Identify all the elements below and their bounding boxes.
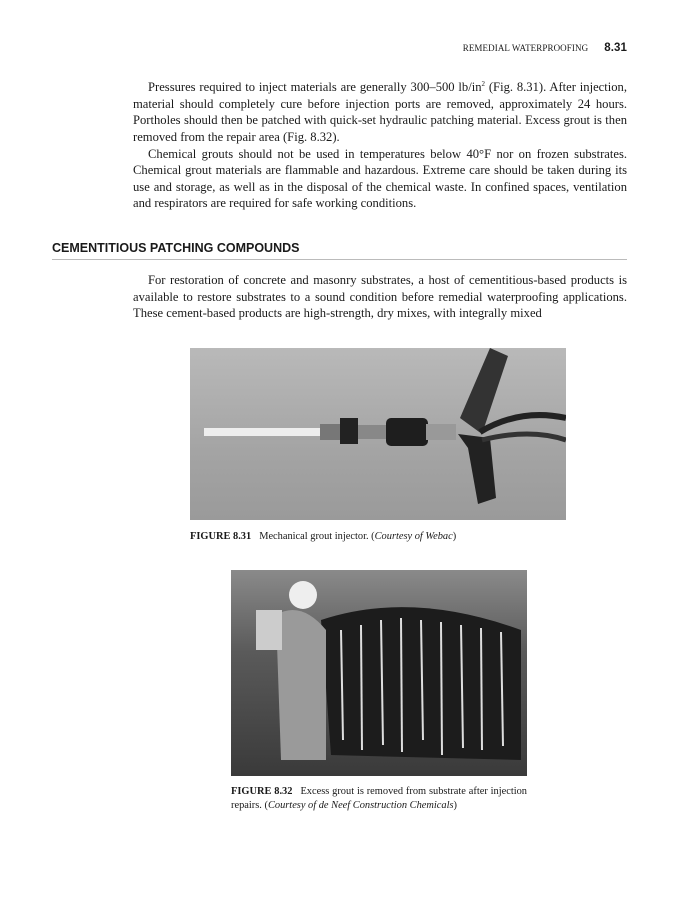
body-text-top xyxy=(133,76,627,212)
paragraph: For restoration of concrete and masonry substrates, a host of cementitious-based products is available to restore substrates to a sound condition before remedial waterproofing applications. These cement-based products are high-strength, dry mixes, with integrally mixed xyxy=(133,273,627,321)
running-head xyxy=(463,42,627,54)
grout-removal-image xyxy=(231,570,527,776)
running-title: REMEDIAL WATERPROOFING xyxy=(462,43,589,53)
figure-8-32-photo xyxy=(231,570,527,776)
section-heading: CEMENTITIOUS PATCHING COMPOUNDS xyxy=(52,241,627,260)
figure-8-32-caption: FIGURE 8.32 Excess grout is removed from substrate after injection repairs. (Courtesy of de Neef Construction Chemicals) xyxy=(231,786,527,811)
grout-injector-image xyxy=(190,348,566,520)
body-text-section xyxy=(133,272,627,322)
paragraph: Chemical grouts should not be used in temperatures below 40°F nor on frozen substrates. Chemical grout materials are flammable and hazardous. Extreme care should be taken during its use and storage, as well as in the disposal of the chemical waste. In confined spaces, ventilation and respirators are required for safe working conditions. xyxy=(133,146,627,211)
figure-8-31-photo xyxy=(190,348,566,520)
paragraph: Pressures required to inject materials are generally 300–500 $lb/in^2$ (Fig. 8.31). After injection, material should completely cure before injection ports are removed, approximately 24 hours. Portholes should then be patched with quick-set hydraulic patching material. Excess grout is then removed from the repair area (Fig. 8.32). xyxy=(133,80,627,144)
figure-8-31-caption: FIGURE 8.31 Mechanical grout injector. (Courtesy of Webac) xyxy=(190,531,457,542)
page-number: 8.31 xyxy=(604,42,627,54)
